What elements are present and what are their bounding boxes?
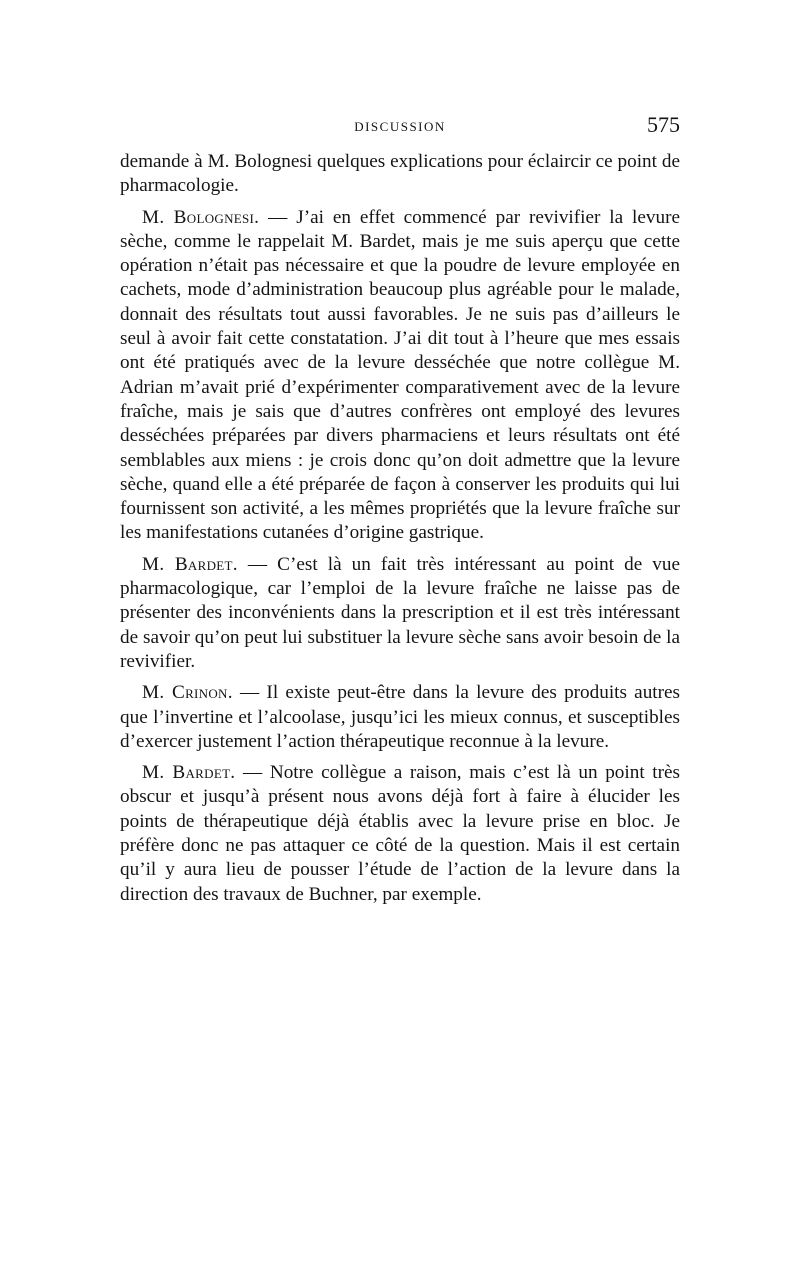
running-head [120,110,680,144]
running-title: DISCUSSION [354,119,446,134]
paragraph-bardet-2 [120,761,680,907]
speaker-name: M. Bolognesi. [142,206,260,228]
paragraph-text: — C’est là un fait très intéressant au point de vue pharmacologique, car l’emploi de la levure fraîche ne laisse pas de présenter des inconvénients dans la prescription et il est très intéressant de savoir qu’on peut lui substituer la levure sèche sans avoir besoin de la revivifier. [120,553,680,672]
paragraph-bardet-1 [120,553,680,674]
speaker-name: M. Bardet. [142,553,238,575]
speaker-name: M. Crinon. [142,682,233,704]
paragraph-continuation [120,150,680,199]
speaker-name: M. Bardet. [142,762,236,784]
book-page [120,110,680,914]
paragraph-bolognesi [120,206,680,546]
paragraph-text: — Il existe peut-être dans la levure des produits autres que l’invertine et l’alcoolase, jusqu’ici les mieux connus, et susceptibles d’exercer justement l’action thérapeutique reconnue à la levure. [120,682,680,752]
body-text [120,150,680,907]
paragraph-text: demande à M. Bolognesi quelques explications pour éclaircir ce point de pharmacologie. [120,151,680,197]
paragraph-text: — Notre collègue a raison, mais c’est là un point très obscur et jusqu’à présent nous avons déjà fort à faire à élucider les points de thérapeutique déjà établis avec la levure prise en bloc. Je préfère donc ne pas attaquer ce côté de la question. Mais il est certain qu’il y aura lieu de pousser l’étude de l’action de la levure dans la direction des travaux de Buchner, par exemple. [120,762,680,905]
page-number: 575 [647,112,680,137]
paragraph-crinon [120,681,680,754]
paragraph-text: — J’ai en effet commencé par revivifier la levure sèche, comme le rappelait M. Bardet, mais je me suis aperçu que cette opération n’était pas nécessaire et que la poudre de levure employée en cachets, mode d’administration beaucoup plus agréable pour le malade, donnait des résultats tout aussi favorables. Je ne suis pas d’ailleurs le seul à avoir fait cette constatation. J’ai dit tout à l’heure que mes essais ont été pratiqués avec de la levure desséchée que notre collègue M. Adrian m’avait prié d’expérimenter comparativement avec de la levure fraîche, mais je sais que d’autres confrères ont employé des levures desséchées préparées par divers pharmaciens et leurs résultats ont été semblables aux miens : je crois donc qu’on doit admettre que la levure sèche, quand elle a été préparée de façon à conserver les produits qui lui fournissent son activité, a les mêmes propriétés que la levure fraîche sur les manifestations cutanées d’origine gastrique. [120,206,680,544]
